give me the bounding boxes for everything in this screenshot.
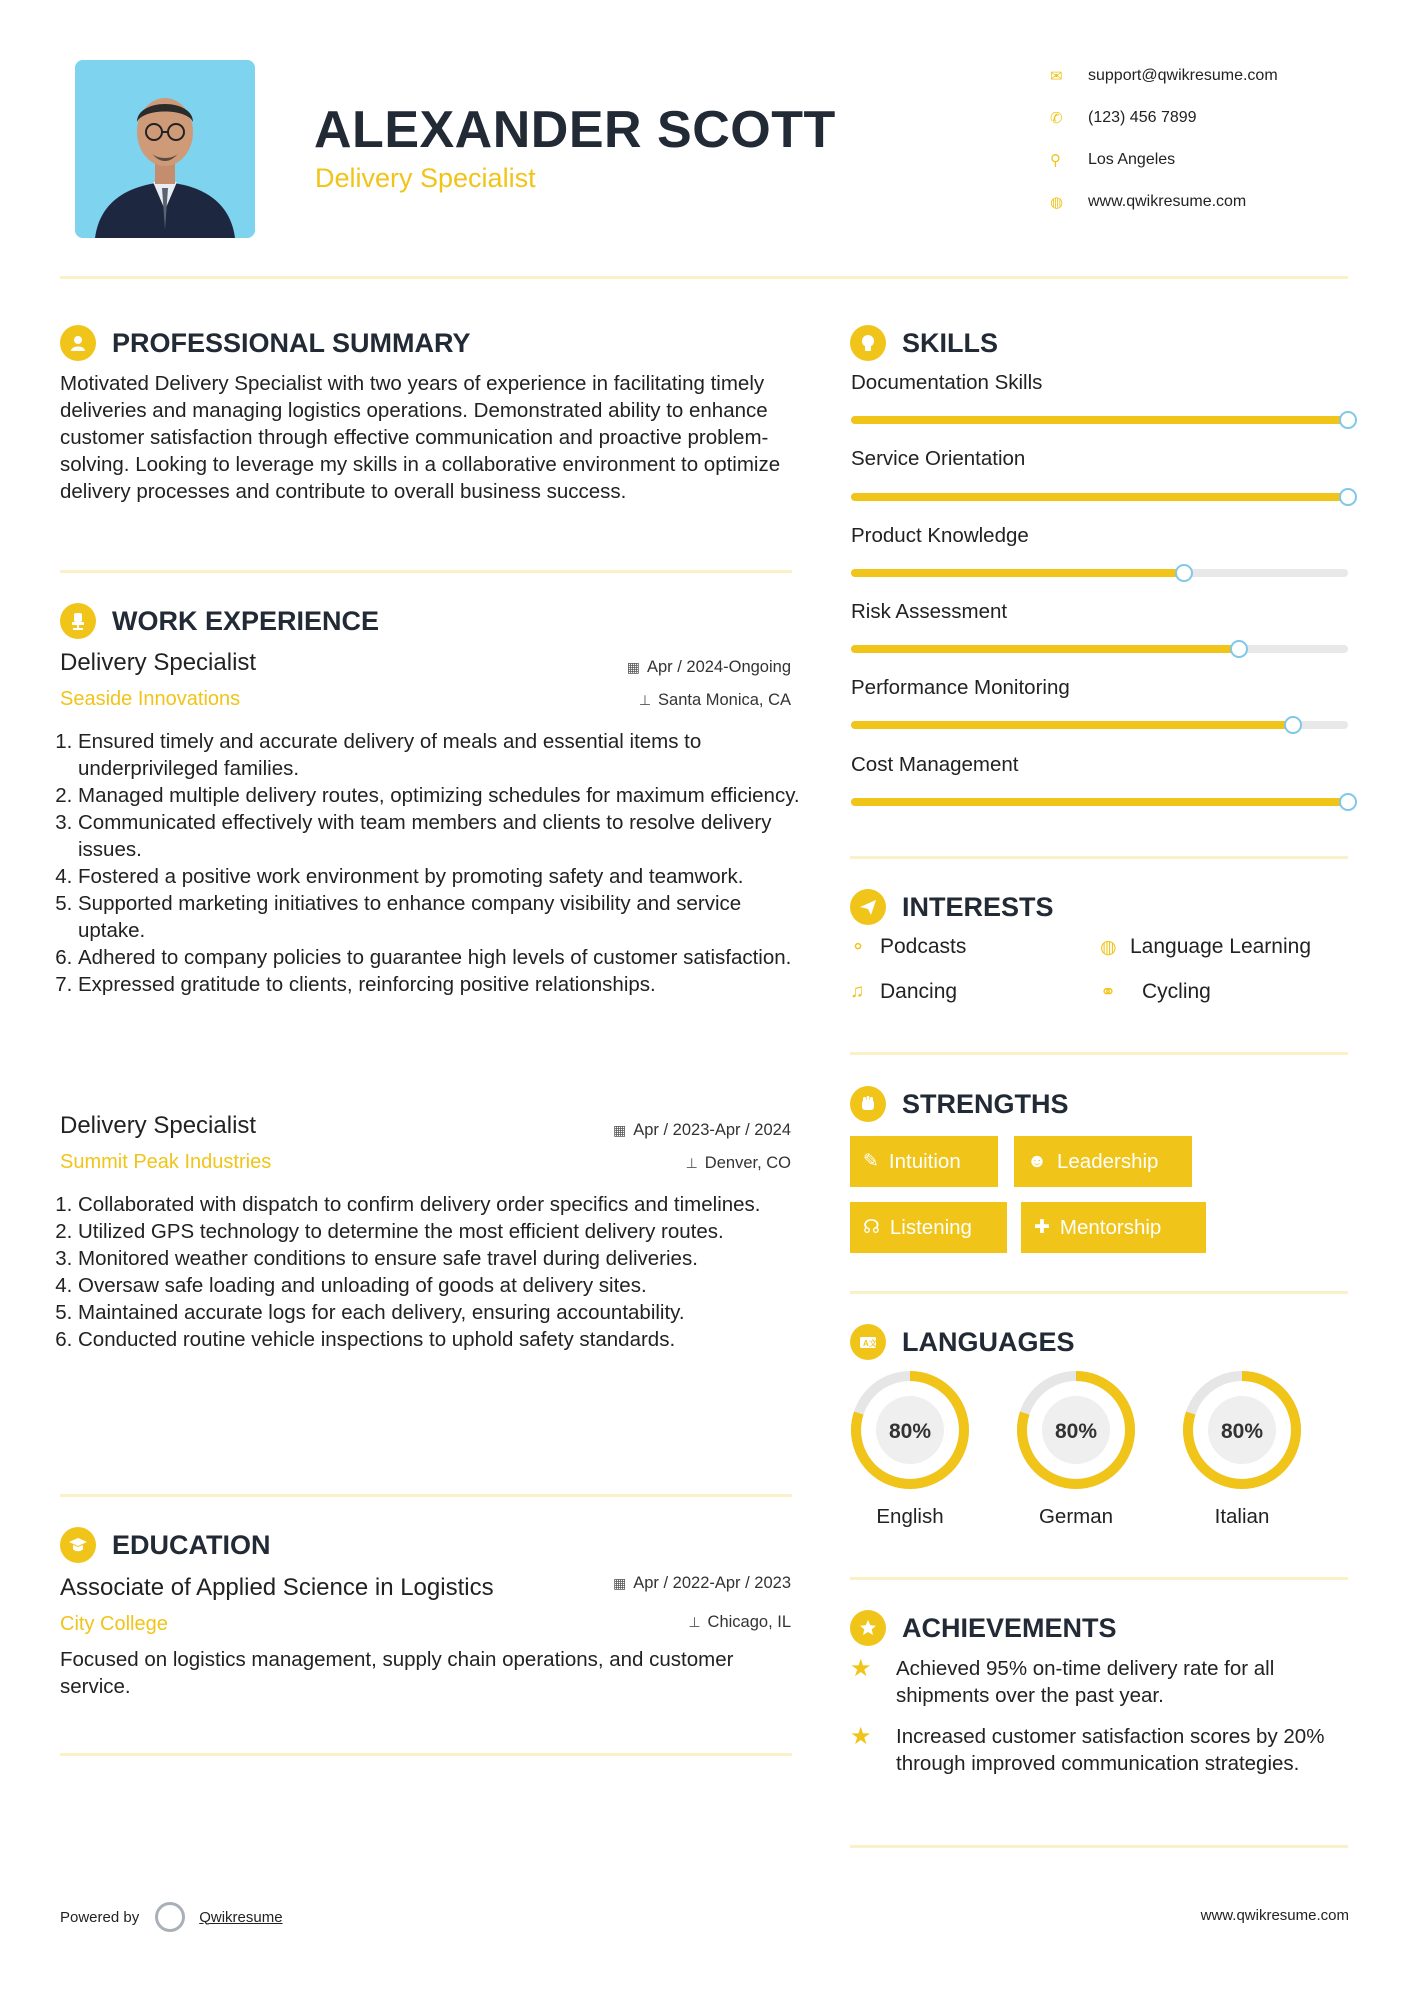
language-percent: 80% — [888, 1420, 932, 1443]
interest-label: Language Learning — [1130, 935, 1312, 958]
education-degree: Associate of Applied Science in Logistics — [60, 1574, 494, 1601]
summary-text: Motivated Delivery Specialist with two years of experience in facilitating timely deliveries and managing logistics operations. Demonstrated ability to enhance customer satisfaction through effective communication and proactive problem-solving. Looking to leverage my skills in a collaborative environment to optimize delivery processes and contribute to overall business success. — [60, 372, 781, 503]
skill-label: Performance Monitoring — [851, 676, 1070, 699]
list-item: 5. Supported marketing initiatives to enhance company visibility and service uptake. — [78, 890, 813, 944]
interests-divider — [850, 1052, 1348, 1055]
interests-header — [850, 889, 1054, 925]
microphone-icon: ⚬ — [850, 936, 866, 958]
paper-plane-icon — [850, 889, 886, 925]
interest-item — [850, 980, 957, 1004]
strength-label: Intuition — [888, 1149, 961, 1173]
strength-label: Listening — [889, 1215, 972, 1239]
skill-label: Product Knowledge — [851, 524, 1029, 547]
footer-website[interactable]: www.qwikresume.com — [1200, 1907, 1349, 1924]
skill-bar-knob — [1339, 411, 1357, 429]
education-date-text: Apr / 2022-Apr / 2023 — [633, 1574, 791, 1592]
strengths-title: STRENGTHS — [902, 1088, 1069, 1119]
skills-divider — [850, 856, 1348, 859]
job-1-date — [627, 658, 791, 677]
job-2-bullets — [60, 1191, 813, 1353]
candidate-name: ALEXANDER SCOTT — [314, 101, 836, 159]
interests-title: INTERESTS — [902, 891, 1054, 922]
summary-divider — [60, 570, 792, 573]
skill-bar-knob — [1339, 488, 1357, 506]
list-item: 3. Monitored weather conditions to ensure safe travel during deliveries. — [78, 1245, 813, 1272]
contact-location-text: Los Angeles — [1088, 151, 1176, 168]
strength-tag-mentorship — [1021, 1202, 1206, 1253]
list-item: 1. Ensured timely and accurate delivery of meals and essential items to underprivileged families. — [78, 728, 813, 782]
fist-icon — [850, 1086, 886, 1122]
contact-location — [1050, 139, 1350, 181]
languages-divider — [850, 1577, 1348, 1580]
candidate-role: Delivery Specialist — [315, 163, 536, 193]
envelope-icon: ✉ — [1050, 68, 1063, 85]
summary-header — [60, 325, 471, 361]
skill-bar-knob — [1284, 716, 1302, 734]
skill-bar-knob — [1230, 640, 1248, 658]
chair-icon — [60, 603, 96, 639]
job-1-bullets — [60, 728, 813, 998]
achievement-text: Achieved 95% on-time delivery rate for all shipments over the past year. — [896, 1657, 1275, 1707]
skill-bar — [851, 798, 1348, 806]
globe-icon: ◍ — [1100, 936, 1117, 958]
language-label: German — [1038, 1505, 1114, 1528]
contact-phone[interactable] — [1050, 97, 1350, 139]
brand-link[interactable]: Qwikresume — [199, 1908, 283, 1926]
strength-tag-listening — [850, 1202, 1007, 1253]
graduate-icon — [60, 1527, 96, 1563]
language-ring-italian — [1180, 1368, 1304, 1492]
skill-bar — [851, 721, 1348, 729]
qwikresume-logo-icon — [155, 1902, 185, 1932]
pushpin-icon: ⊥ — [638, 692, 652, 708]
list-item: 1. Collaborated with dispatch to confirm delivery order specifics and timelines. — [78, 1191, 813, 1218]
skill-bar-fill — [851, 569, 1184, 577]
footer-powered-by — [60, 1902, 283, 1932]
strength-label: Leadership — [1057, 1149, 1159, 1173]
interest-item — [1100, 935, 1311, 959]
location-pin-icon: ⚲ — [1050, 152, 1061, 169]
achievement-item — [850, 1723, 1350, 1777]
job-2-location — [686, 1154, 791, 1173]
achievement-text: Increased customer satisfaction scores by 20% through improved communication strategies. — [896, 1725, 1325, 1775]
education-header — [60, 1527, 271, 1563]
contact-email-text: support@qwikresume.com — [1088, 67, 1278, 84]
education-divider — [60, 1753, 792, 1756]
language-ring — [1014, 1368, 1138, 1497]
list-item: 4. Oversaw safe loading and unloading of goods at delivery sites. — [78, 1272, 813, 1299]
interest-label: Dancing — [880, 980, 958, 1003]
job-2-location-text: Denver, CO — [704, 1154, 791, 1172]
strength-tag-leadership — [1014, 1136, 1192, 1187]
list-item: 4. Fostered a positive work environment by promoting safety and teamwork. — [78, 863, 813, 890]
list-item: 7. Expressed gratitude to clients, reinforcing positive relationships. — [78, 971, 813, 998]
experience-divider — [60, 1494, 792, 1497]
experience-title: WORK EXPERIENCE — [112, 605, 380, 636]
profile-photo-avatar — [75, 60, 255, 238]
interest-label: Podcasts — [880, 935, 967, 958]
strengths-divider — [850, 1291, 1348, 1294]
star-badge-icon — [850, 1610, 886, 1646]
skill-bar — [851, 493, 1348, 501]
svg-text:文: 文 — [869, 1339, 877, 1348]
list-item: 6. Conducted routine vehicle inspections to uphold safety standards. — [78, 1326, 813, 1353]
language-ring — [1180, 1368, 1304, 1497]
music-note-icon: ♫ — [850, 981, 865, 1002]
education-school: City College — [60, 1613, 168, 1635]
skill-label: Service Orientation — [851, 447, 1026, 470]
user-icon — [60, 325, 96, 361]
skill-bar-fill — [851, 493, 1348, 501]
skills-title: SKILLS — [902, 327, 999, 358]
job-2-date — [613, 1121, 791, 1140]
skill-label: Risk Assessment — [851, 600, 1008, 623]
language-label: Italian — [1214, 1505, 1270, 1528]
strengths-header — [850, 1086, 1069, 1122]
skill-label: Documentation Skills — [851, 371, 1043, 394]
skill-bar-fill — [851, 798, 1348, 806]
experience-header — [60, 603, 379, 639]
job-1-company: Seaside Innovations — [60, 688, 241, 710]
job-2-date-text: Apr / 2023-Apr / 2024 — [633, 1121, 791, 1139]
shooting-star-icon: ★ — [850, 1723, 872, 1750]
contact-website-text: www.qwikresume.com — [1088, 193, 1247, 210]
achievements-title: ACHIEVEMENTS — [902, 1612, 1117, 1643]
header-divider — [60, 276, 1348, 279]
phone-icon: ✆ — [1050, 110, 1063, 127]
pushpin-icon: ⊥ — [685, 1155, 698, 1171]
language-ring-english — [848, 1368, 972, 1492]
list-item: 5. Maintained accurate logs for each delivery, ensuring accountability. — [78, 1299, 813, 1326]
contact-email[interactable] — [1050, 55, 1350, 97]
calendar-icon: ▦ — [613, 1575, 627, 1591]
language-label: English — [876, 1505, 944, 1528]
strength-tag-intuition — [850, 1136, 998, 1187]
skill-bar-fill — [851, 416, 1348, 424]
job-1-location-text: Santa Monica, CA — [658, 691, 791, 709]
language-percent: 80% — [1220, 1420, 1264, 1443]
achievements-header — [850, 1610, 1117, 1646]
languages-title: LANGUAGES — [902, 1326, 1075, 1357]
skills-header — [850, 325, 998, 361]
job-2-company: Summit Peak Industries — [60, 1151, 272, 1173]
list-item: 2. Utilized GPS technology to determine the most efficient delivery routes. — [78, 1218, 813, 1245]
language-percent: 80% — [1054, 1420, 1098, 1443]
profile-photo — [75, 60, 255, 238]
strength-label: Mentorship — [1059, 1215, 1162, 1239]
education-title: EDUCATION — [112, 1529, 271, 1560]
list-item: 2. Managed multiple delivery routes, optimizing schedules for maximum efficiency. — [78, 782, 813, 809]
user-plus-icon: ✚ — [1034, 1217, 1050, 1238]
skill-bar-knob — [1175, 564, 1193, 582]
education-location — [688, 1613, 791, 1632]
interest-label: Cycling — [1142, 980, 1211, 1003]
language-ring — [848, 1368, 972, 1497]
job-1-date-text: Apr / 2024-Ongoing — [646, 658, 791, 676]
headphones-icon: ☊ — [863, 1217, 880, 1238]
lightbulb-icon — [850, 325, 886, 361]
language-ring-german — [1014, 1368, 1138, 1492]
job-1-location — [639, 691, 791, 710]
achievement-item — [850, 1655, 1350, 1709]
education-description: Focused on logistics management, supply chain operations, and customer service. — [60, 1648, 734, 1698]
magic-wand-icon: ✎ — [863, 1151, 879, 1172]
powered-by-text: Powered by — [60, 1908, 140, 1926]
bicycle-icon: ⚭ — [1100, 981, 1116, 1003]
skill-bar-knob — [1339, 793, 1357, 811]
skill-bar — [851, 645, 1348, 653]
job-1-title: Delivery Specialist — [60, 649, 257, 676]
users-icon: ☻ — [1027, 1150, 1047, 1172]
calendar-icon: ▦ — [626, 659, 640, 675]
contact-phone-text: (123) 456 7899 — [1088, 109, 1197, 126]
globe-icon: ◍ — [1050, 194, 1064, 211]
contact-website[interactable] — [1050, 181, 1350, 223]
skill-label: Cost Management — [851, 753, 1019, 776]
skill-bar-fill — [851, 721, 1293, 729]
summary-title: PROFESSIONAL SUMMARY — [112, 327, 471, 358]
education-location-text: Chicago, IL — [707, 1613, 791, 1631]
languages-header — [850, 1324, 1075, 1360]
calendar-icon: ▦ — [613, 1122, 627, 1138]
pushpin-icon: ⊥ — [688, 1614, 701, 1630]
skill-bar — [851, 416, 1348, 424]
list-item: 6. Adhered to company policies to guarantee high levels of customer satisfaction. — [78, 944, 813, 971]
contact-list — [1050, 55, 1350, 223]
translate-icon — [850, 1324, 886, 1360]
skill-bar-fill — [851, 645, 1239, 653]
job-2-title: Delivery Specialist — [60, 1112, 257, 1139]
interest-item — [850, 935, 966, 959]
education-date — [613, 1574, 791, 1593]
svg-text:A: A — [863, 1339, 869, 1348]
achievements-divider — [850, 1845, 1348, 1848]
skill-bar — [851, 569, 1348, 577]
list-item: 3. Communicated effectively with team members and clients to resolve delivery issues. — [78, 809, 813, 863]
interest-item — [1100, 980, 1211, 1004]
shooting-star-icon: ★ — [850, 1655, 872, 1682]
